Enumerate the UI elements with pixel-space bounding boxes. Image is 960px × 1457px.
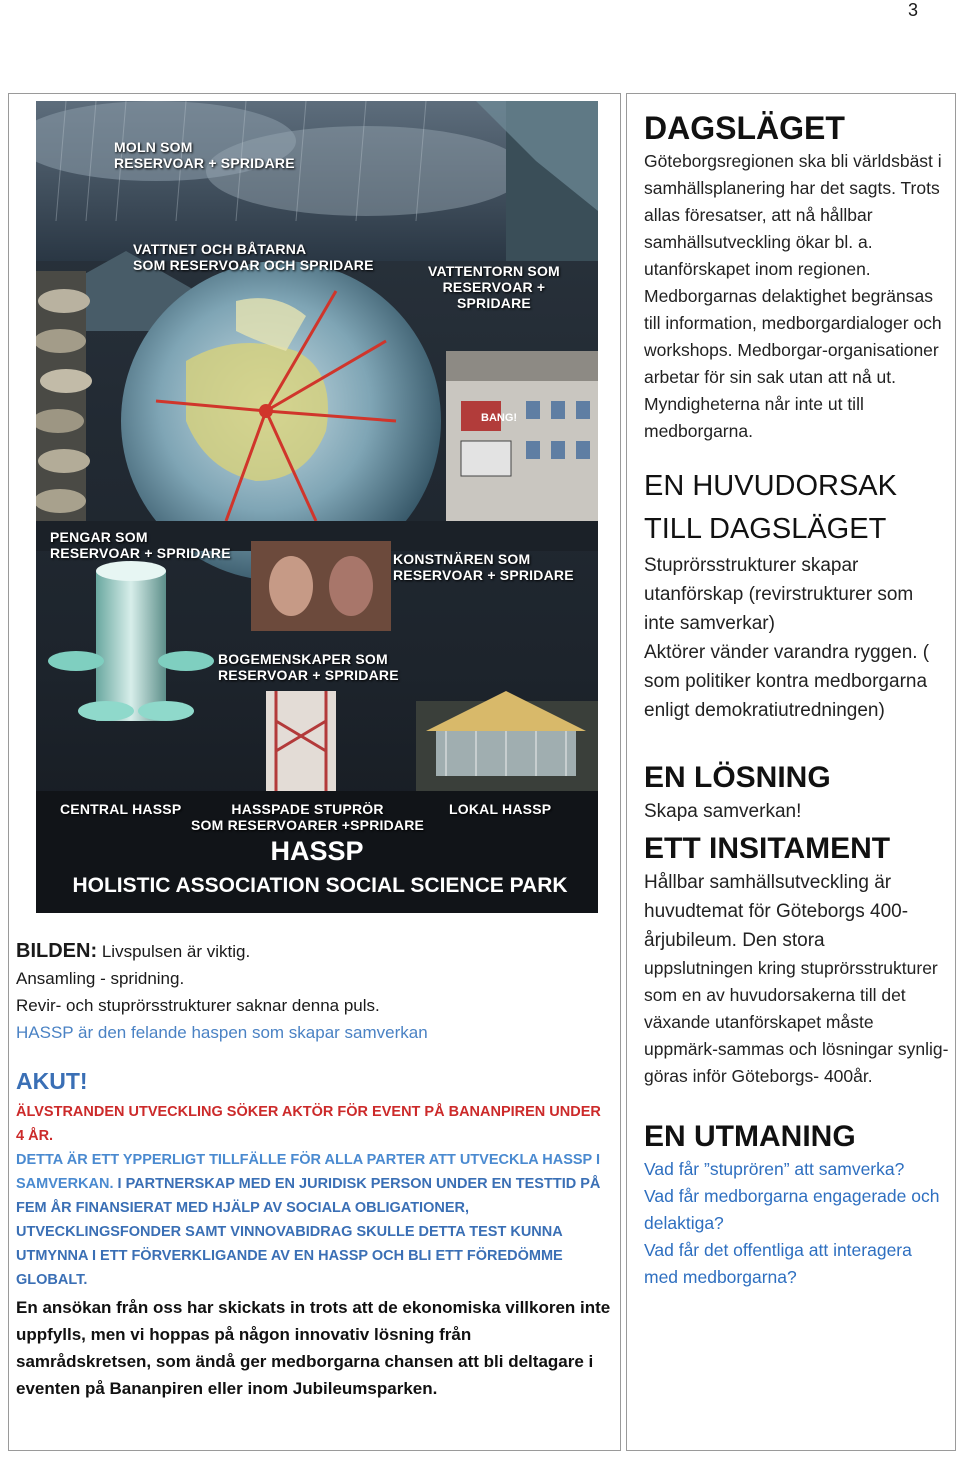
alert-blue-text-1: DETTA ÄR ETT YPPERLIGT TILLFÄLLE FÖR ALLA PARTER ATT UTVECKLA HASSP I SAMVERKAN. [16,1152,601,1192]
poster-collage [36,101,598,913]
caption-line-4: HASSP är den felande haspen som skapar samverkan [16,1023,428,1042]
caption-line-1: Livspulsen är viktig. [97,942,251,961]
heading-insitament: ETT INSITAMENT [644,832,891,865]
alert-red-text: ÄLVSTRANDEN UTVECKLING SÖKER AKTÖR FÖR EVENT PÅ BANANPIREN UNDER 4 ÅR. [16,1104,601,1144]
closing-paragraph: En ansökan från oss har skickats in trots att de ekonomiska villkoren inte uppfylls, men vi hoppas på någon innovativ lösning från samrådskretsen, som ändå ger medborgarna chansen att bli deltagare i eventen på Bananpiren eller inom Jubileumsparken. [16,1298,611,1398]
heading-dagslaget: DAGSLÄGET [644,110,845,146]
question-2: Vad får medborgarna engagerade och delaktiga? [644,1186,940,1233]
section-utmaning [644,1118,949,1291]
paragraph-losning: Skapa samverkan! [644,801,802,822]
label-vattnet: VATTNET OCH BÅTARNA SOM RESERVOAR OCH SPRIDARE [133,241,374,273]
right-column [644,108,949,1291]
label-pengar: PENGAR SOM RESERVOAR + SPRIDARE [50,529,231,561]
pipe-tower-image [266,691,336,791]
page-number: 3 [907,0,918,20]
glass-tower-image [48,561,214,721]
paragraph-dagslaget: Göteborgsregionen ska bli världsbäst i samhällsplanering har det sagts. Trots allas föresatser, att nå hållbar samhällsutveckling ökar bl. a. utanförskapet inom regionen. Medborgarnas delaktighet begränsas till information, medborgardialoger och workshops. Medborgar-organisationer arbetar för sin sak utan att nå ut. Myndigheterna når inte ut till medborgarna. [644,151,942,441]
caption-line-3: Revir- och stuprörsstrukturer saknar denna puls. [16,996,380,1015]
label-konstnaren: KONSTNÄREN SOM RESERVOAR + SPRIDARE [393,551,574,583]
building-image [446,351,598,531]
carousel-image [416,691,598,791]
akut-heading: AKUT! [16,1068,88,1094]
heading-utmaning: EN UTMANING [644,1120,856,1153]
question-3: Vad får det offentliga att interagera med medborgarna? [644,1240,912,1287]
label-central: CENTRAL HASSP [60,801,182,817]
heading-huvudorsak-1: EN HUVUDORSAK [644,470,897,502]
paragraph-huvudorsak-2: Aktörer vänder varandra ryggen. ( som politiker kontra medborgarna enligt demokratiutredningen) [644,642,930,721]
alert-blue-text-2: I PARTNERSKAP MED EN JURIDISK PERSON UNDER EN TESTTID PÅ FEM ÅR FINANSIERAT MED HJÄLP AV SOCIALA OBLIGATIONER, UTVECKLINGSFONDER SAMT VINNOVABIDRAG SKULLE DETTA TEST KUNNA UTMYNNA I ETT FÖRVERKLIGANDE AV EN HASSP OCH BLI ETT FÖREDÖMME GLOBALT. [16,1176,601,1288]
label-vattentorn: VATTENTORN SOM RESERVOAR + SPRIDARE [428,263,560,311]
paragraph-insitament-1: Hållbar samhällsutveckling är huvudtemat för Göteborgs 400-årjubileum. Den stora [644,872,909,951]
coins-image [36,271,92,521]
caption-label: BILDEN: [16,940,98,962]
hassp-poster [36,101,598,913]
caption-line-2: Ansamling - spridning. [16,969,185,988]
alert-block [16,1100,611,1292]
sign-text: BANG! [481,412,518,424]
label-moln: MOLN SOM RESERVOAR + SPRIDARE [114,139,295,171]
heading-huvudorsak-2: TILL DAGSLÄGET [644,513,887,545]
label-lokal: LOKAL HASSP [449,801,552,817]
heading-losning: EN LÖSNING [644,761,831,794]
question-1: Vad får ”stuprören” att samverka? [644,1159,905,1179]
section-huvudorsak [644,465,949,725]
section-insitament [644,830,949,1090]
paragraph-huvudorsak-1: Stuprörsstrukturer skapar utanförskap (revirstrukturer som inte samverkar) [644,555,914,634]
poster-subtitle: HOLISTIC ASSOCIATION SOCIAL SCIENCE PARK [72,874,568,897]
image-caption [16,938,611,1046]
poster-title: HASSP [270,836,364,866]
section-losning [644,759,949,826]
left-column [16,938,611,1402]
label-bogemenskaper: BOGEMENSKAPER SOM RESERVOAR + SPRIDARE [218,651,399,683]
paragraph-insitament-2: uppslutningen kring stuprörsstrukturer som en av huvudorsakerna till det växande utanförskapet måste uppmärk-sammas och lösningar synlig-göras inför Göteborgs- 400år. [644,958,949,1086]
label-hasspade: HASSPADE STUPRÖR SOM RESERVOARER +SPRIDARE [191,801,425,833]
